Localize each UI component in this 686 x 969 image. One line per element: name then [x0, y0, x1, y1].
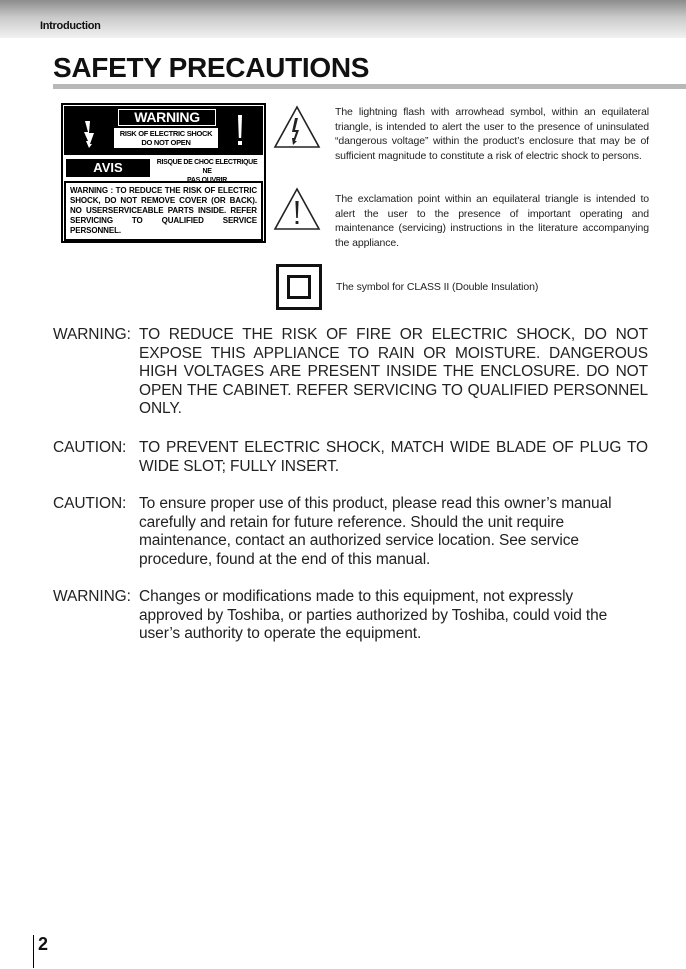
risk-line-2: DO NOT OPEN	[141, 138, 191, 147]
warning-word: WARNING	[118, 109, 216, 126]
page-number: 2	[38, 934, 49, 954]
lightning-symbol-text: The lightning flash with arrowhead symbol, within an equilateral triangle, is intended to alert the user to the presence of uninsulated “dangerous voltage” within the product’s enclosure that may be of sufficient magnitude to constitute a risk of electric shock to persons.	[335, 106, 649, 162]
avis-word: AVIS	[66, 159, 150, 177]
notice-body-warning-1: TO REDUCE THE RISK OF FIRE OR ELECTRIC SHOCK, DO NOT EXPOSE THIS APPLIANCE TO RAIN OR MOISTURE. DANGEROUS HIGH VOLTAGES ARE PRESENT INSIDE THE ENCLOSURE. DO NOT OPEN THE CABINET. REFER SERVICING TO QUALIFIED PERSONNEL ONLY.	[139, 326, 648, 418]
warning-label-body: WARNING : TO REDUCE THE RISK OF ELECTRIC SHOCK, DO NOT REMOVE COVER (OR BACK). NO USERSERVICEABLE PARTS INSIDE. REFER SERVICING TO QUALIFIED SERVICE PERSONNEL.	[66, 183, 261, 239]
double-insulation-text: The symbol for CLASS II (Double Insulation)	[336, 281, 539, 293]
exclamation-icon	[220, 111, 260, 149]
exclamation-symbol-text: The exclamation point within an equilateral triangle is intended to alert the user to the presence of important operating and maintenance (servicing) instructions in the literature accompanying the appliance.	[335, 193, 649, 249]
title-rule	[53, 84, 686, 89]
page-title: SAFETY PRECAUTIONS	[53, 52, 370, 83]
risk-line-1: RISK OF ELECTRIC SHOCK	[119, 129, 213, 138]
lightning-triangle-icon	[272, 104, 322, 150]
exclamation-triangle-icon	[272, 186, 322, 232]
section-label: Introduction	[40, 20, 101, 32]
notice-label-warning-2: WARNING:	[53, 588, 131, 605]
warning-label-header	[64, 106, 263, 155]
lightning-icon	[69, 111, 109, 149]
notice-body-caution-2: To ensure proper use of this product, please read this owner’s manual carefully and retain for future reference. Should the unit require maintenance, contact an authorized service location. See service procedure, found at the end of this manual.	[139, 495, 612, 568]
header-band	[0, 0, 686, 38]
risk-text	[114, 128, 218, 148]
notice-body-caution-1: TO PREVENT ELECTRIC SHOCK, MATCH WIDE BLADE OF PLUG TO WIDE SLOT; FULLY INSERT.	[139, 439, 648, 475]
notice-body-warning-2: Changes or modifications made to this equipment, not expressly approved by Toshiba, or parties authorized by Toshiba, could void the user’s authority to operate the equipment.	[139, 588, 608, 643]
notice-label-caution-1: CAUTION:	[53, 439, 127, 456]
avis-line-1: RISQUE DE CHOC ELECTRIQUE NE	[156, 159, 258, 175]
notice-label-caution-2: CAUTION:	[53, 495, 127, 512]
page-number-rule	[33, 935, 34, 968]
notice-label-warning-1: WARNING:	[53, 326, 131, 343]
avis-row	[64, 157, 263, 179]
double-insulation-icon	[276, 264, 322, 310]
warning-label-footer	[64, 181, 263, 241]
warning-label	[61, 103, 266, 243]
